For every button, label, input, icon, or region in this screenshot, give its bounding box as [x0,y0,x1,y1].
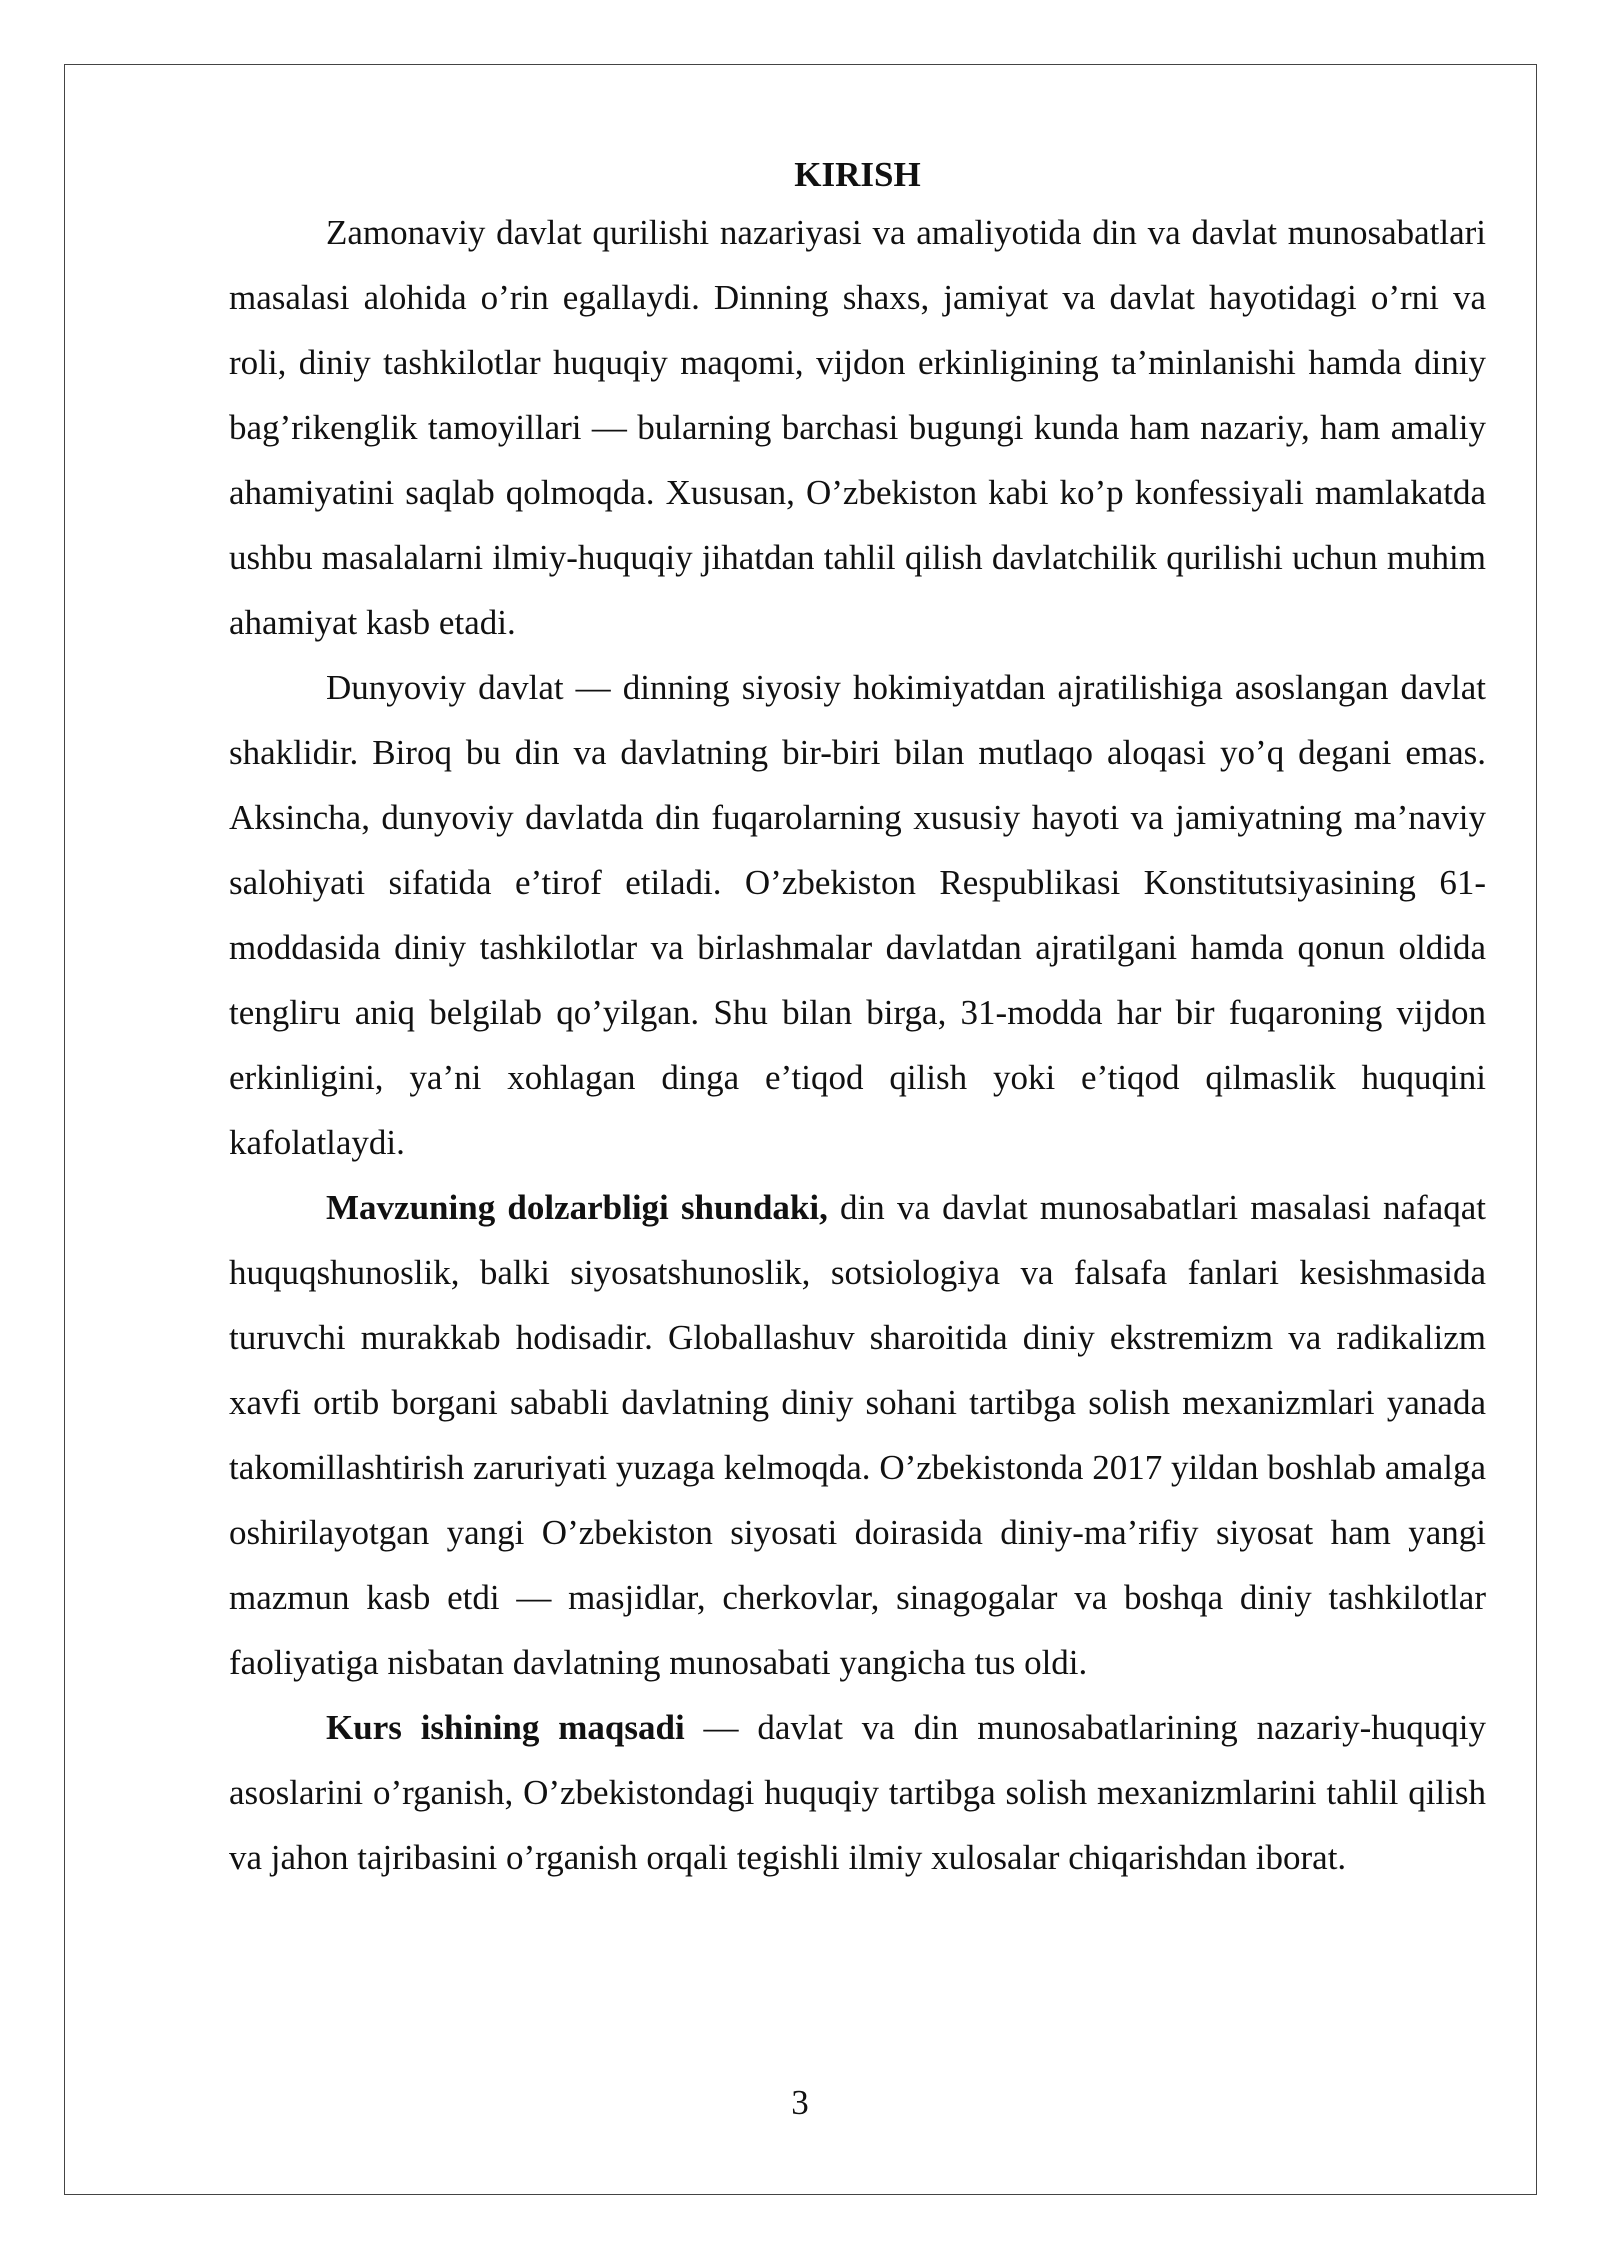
paragraph-text: din va davlat munosabatlari masalasi nafaqat huquqshunoslik, balki siyosatshunoslik, sotsiologiya va falsafa fanlari kesishmasida turuvchi murakkab hodisadir. Globallashuv sharoitida diniy ekstremizm va radikalizm xavfi ortib borgani sababli davlatning diniy sohani tartibga solish mexanizmlari yanada takomillashtirish zaruriyati yuzaga kelmoqda. O’zbekistonda 2017 yildan boshlab amalga oshirilayotgan yangi O’zbekiston siyosati doirasida diniy-ma’rifiy siyosat ham yangi mazmun kasb etdi — masjidlar, cherkovlar, sinagogalar va boshqa diniy tashkilotlar faoliyatiga nisbatan davlatning munosabati yangicha tus oldi. [229,1188,1486,1682]
page-title: KIRISH [794,155,921,194]
paragraph-text: Dunyoviy davlat — dinning siyosiy hokimiyatdan ajratilishiga asoslangan davlat shaklidir. Biroq bu din va davlatning bir-biri bilan mutlaqo aloqasi yo’q degani emas. Aksincha, dunyoviy davlatda din fuqarolarning xususiy hayoti va jamiyatning ma’naviy salohiyati sifatida e’tirof etiladi. O’zbekiston Respublikasi Konstitutsiyasining 61-moddasida diniy tashkilotlar va birlashmalar davlatdan ajratilgani hamda qonun oldida tenglігu aniq belgilab qo’yilgan. Shu bilan birga, 31-modda har bir fuqaroning vijdon erkinligini, ya’ni xohlagan dinga e’tiqod qilish yoki e’tiqod qilmaslik huquqini kafolatlaydi. [229,668,1486,1162]
page-number: 3 [791,2083,809,2122]
paragraph-lead: Kurs ishining maqsadi [326,1708,685,1747]
paragraph-goal [229,1695,1486,1890]
paragraph-intro [229,200,1486,655]
paragraph-secular-state [229,655,1486,1175]
paragraph-relevance [229,1175,1486,1695]
paragraph-text: — davlat va din munosabatlarining nazariy-huquqiy asoslarini o’rganish, O’zbekistondagi huquqiy tartibga solish mexanizmlarini tahlil qilish va jahon tajribasini o’rganish orqali tegishli ilmiy xulosalar chiqarishdan iborat. [229,1708,1486,1877]
paragraph-text: Zamonaviy davlat qurilishi nazariyasi va amaliyotida din va davlat munosabatlari masalasi alohida o’rin egallaydi. Dinning shaxs, jamiyat va davlat hayotidagi o’rni va roli, diniy tashkilotlar huquqiy maqomi, vijdon erkinligining ta’minlanishi hamda diniy bag’rikenglik tamoyillari — bularning barchasi bugungi kunda ham nazariy, ham amaliy ahamiyatini saqlab qolmoqda. Xususan, O’zbekiston kabi ko’p konfessiyali mamlakatda ushbu masalalarni ilmiy-huquqiy jihatdan tahlil qilish davlatchilik qurilishi uchun muhim ahamiyat kasb etadi. [229,213,1486,642]
paragraph-lead: Mavzuning dolzarbligi shundaki, [326,1188,828,1227]
document-body [229,150,1486,1890]
